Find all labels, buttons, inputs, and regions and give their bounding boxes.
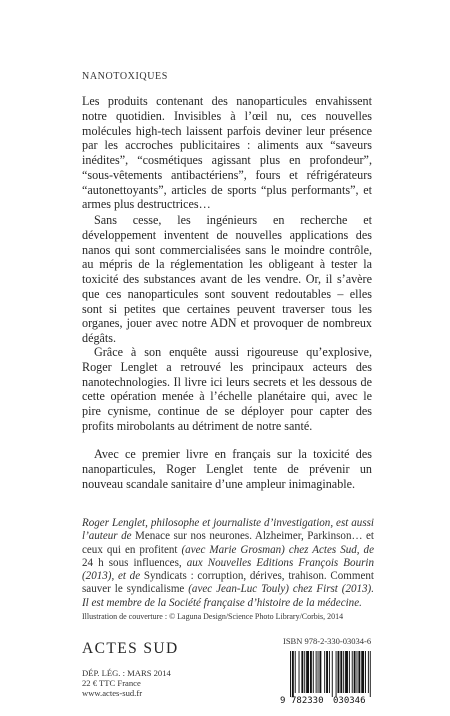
barcode-icon (280, 649, 376, 705)
barcode-bar (326, 651, 328, 693)
ean13-barcode (280, 649, 376, 705)
paragraph-text: Sans cesse, les ingénieurs en recherche et développement inventent de nouvelles applications des nanos qui sont commercialisées sans le moindre contrôle, au mépris de la réglementation les obligeant à tester la toxicité des substances avant de les vendre. Or, il s’avère que ces nanoparticules sont souvent redoutables – elles sont si petites que certaines peuvent traverser tous les organes, jouer avec notre ADN et provoquer de nombreux dégâts. (82, 213, 372, 345)
barcode-bar (319, 651, 321, 693)
barcode-bar (370, 651, 371, 697)
barcode-bar (299, 651, 300, 693)
barcode-bar (336, 651, 337, 697)
legal-info (82, 668, 171, 698)
barcode-bar (316, 651, 317, 693)
bio-text: Roger Lenglet, philosophe et journaliste d’investigation, est aussi l’auteur de (82, 517, 374, 543)
barcode-bar (358, 651, 360, 693)
barcode-bar (354, 651, 356, 693)
website: www.actes-sud.fr (82, 688, 143, 698)
barcode-bar (332, 651, 333, 697)
price: 22 € TTC France (82, 678, 141, 688)
paragraph-text: Les produits contenant des nanoparticules envahissent notre quotidien. Invisibles à l’œil nu, ces nouvelles molécules high-tech laissent parfois deviner leur présence par les accroches publicitaires : aliments aux “saveurs inédites”, “cosmétiques agissant plus en profondeur”, “sous-vêtements antibactériens”, fours et réfrigérateurs “autonettoyants”, articles de sports “plus performants”, et armes plus destructrices… (82, 94, 372, 212)
section-label: NANOTOXIQUES (82, 71, 168, 82)
barcode-bar (318, 651, 319, 693)
author-bio (82, 517, 374, 610)
book-title: Syndicats : corruption, dérives, trahison. Comment sauver le syndicalisme (82, 570, 374, 596)
barcode-bar (295, 651, 296, 693)
barcode-bar (352, 651, 353, 693)
legal-deposit: DÉP. LÉG. : MARS 2014 (82, 668, 171, 678)
barcode-bar (290, 651, 291, 697)
barcode-bar (343, 651, 344, 693)
barcode-bar (338, 651, 340, 693)
barcode-bar (357, 651, 358, 693)
paragraph-text: Grâce à son enquête aussi rigoureuse qu’explosive, Roger Lenglet a retrouvé les principaux acteurs des nanotechnologies. Il livre ici leurs secrets et les dessous de cette opération menée à l’échelle planétaire qui, avec le pire cynisme, continue de se déployer pour capter des profits mirobolants au détriment de notre santé. (82, 345, 372, 433)
publisher-name: ACTES SUD (82, 640, 179, 657)
barcode-bar (301, 651, 303, 693)
book-title: 24 h sous influences (82, 556, 179, 569)
bio-text: (avec Jean-Luc Touly) chez First (2013). Il est membre de la Société française d’histoire de la médecine. (82, 583, 374, 609)
barcode-bar (368, 651, 369, 693)
book-title: Menace sur nos neurones. Alzheimer, Parkinson… et ceux qui en profitent (82, 530, 374, 556)
barcode-digits-left: 782330 (291, 696, 324, 705)
barcode-bar (345, 651, 348, 693)
barcode-bar (324, 651, 325, 693)
barcode-bar (310, 651, 312, 693)
isbn: ISBN 978-2-330-03034-6 (283, 636, 372, 646)
barcode-bar (313, 651, 314, 693)
barcode-bar (306, 651, 309, 693)
barcode-bar (304, 651, 305, 693)
barcode-digits-right: 030346 (333, 696, 366, 705)
barcode-digit-prefix: 9 (280, 696, 286, 705)
barcode-bar (292, 651, 294, 697)
barcode-bar (361, 651, 364, 693)
summary-paragraph-1 (82, 94, 372, 212)
summary-paragraph-3 (82, 345, 372, 434)
bio-text: (avec Marie Grosman) chez Actes Sud, de (177, 543, 374, 556)
barcode-bar (340, 651, 342, 693)
barcode-bar (349, 651, 350, 693)
summary-paragraph-4 (82, 447, 372, 491)
bio-text: , aux Nouvelles Editions François Bourin (2013), et de (82, 556, 374, 582)
barcode-bar (329, 651, 330, 693)
cover-illustration-credit: Illustration de couverture : © Laguna Design/Science Photo Library/Corbis, 2014 (82, 612, 344, 621)
paragraph-text: Avec ce premier livre en français sur la toxicité des nanoparticules, Roger Lenglet tente de prévenir un nouveau scandale sanitaire d’une ampleur inimaginable. (82, 447, 372, 491)
barcode-bar (365, 651, 366, 693)
summary-paragraph-2 (82, 213, 372, 346)
